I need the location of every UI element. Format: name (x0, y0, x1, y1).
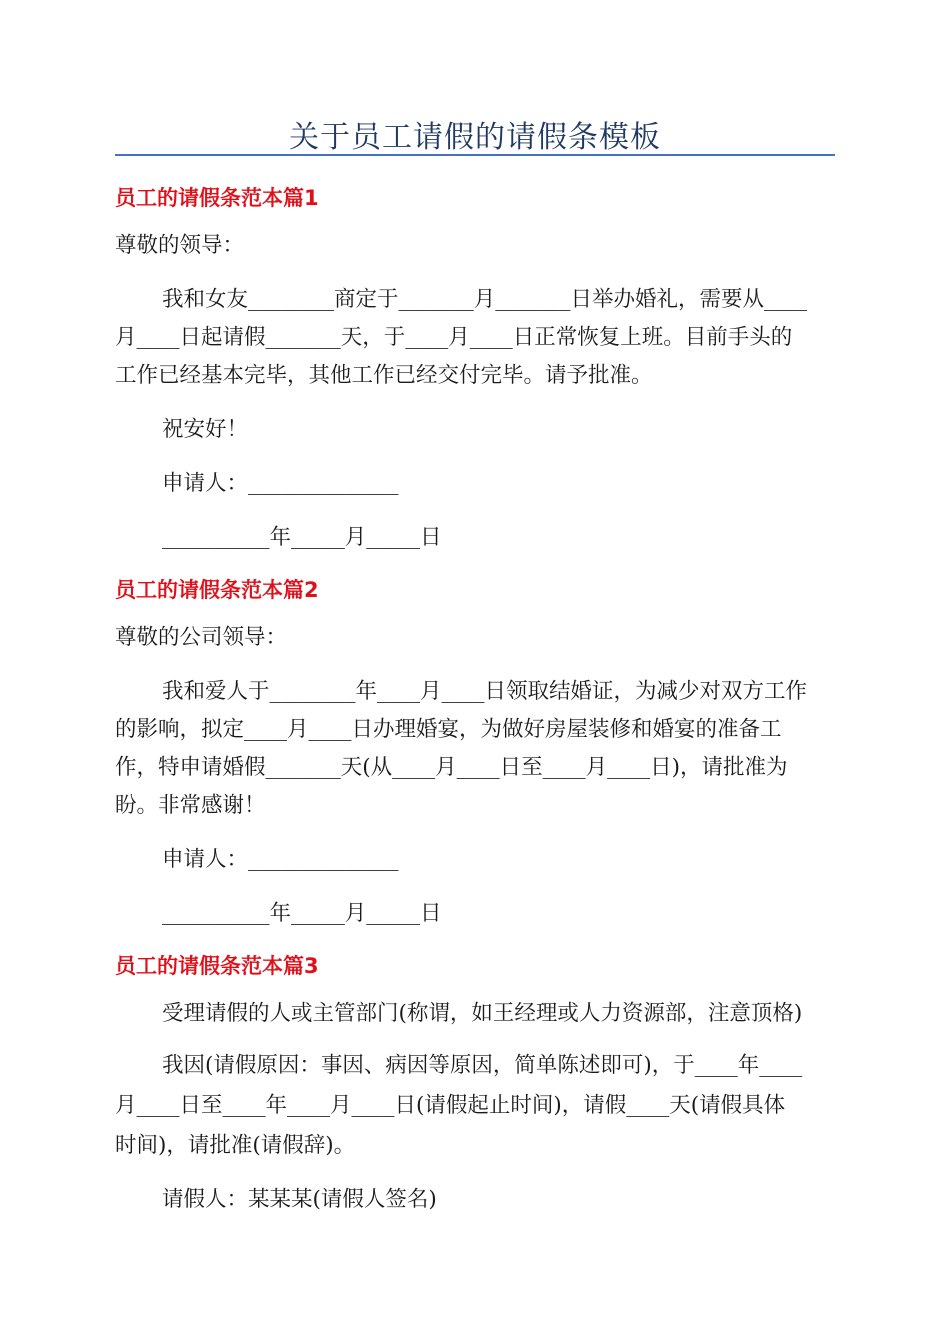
title-underline (115, 154, 835, 156)
section-1-salutation: 尊敬的领导： (115, 233, 245, 258)
document-title: 关于员工请假的请假条模板 (289, 120, 661, 155)
section-2-salutation: 尊敬的公司领导： (115, 625, 288, 650)
section-1-closing: 祝安好！ (162, 417, 249, 442)
section-1-body-line-1: 我和女友________商定于_______月_______日举办婚礼，需要从____ (162, 287, 808, 312)
section-3-addressee: 受理请假的人或主管部门(称谓，如王经理或人力资源部，注意顶格) (162, 1001, 803, 1026)
section-1-heading: 员工的请假条范本篇1 (115, 186, 319, 210)
section-3-body-line-3: 时间)，请批准(请假辞)。 (115, 1133, 356, 1158)
section-2-body-line-2: 的影响，拟定____月____日办理婚宴，为做好房屋装修和婚宴的准备工 (115, 717, 782, 742)
section-1-applicant: 申请人：______________ (162, 471, 399, 496)
section-3-signature: 请假人：某某某(请假人签名) (162, 1187, 437, 1212)
section-2-heading: 员工的请假条范本篇2 (115, 578, 319, 602)
section-2-body-line-4: 盼。非常感谢！ (115, 793, 266, 818)
section-2-body-line-3: 作，特申请婚假_______天(从____月____日至____月____日)，请批准为 (115, 755, 788, 780)
section-3-body-line-1: 我因(请假原因：事因、病因等原因，简单陈述即可)，于____年____ (162, 1053, 803, 1078)
section-3-body-line-2: 月____日至____年____月____日(请假起止时间)，请假____天(请假具体 (115, 1093, 786, 1118)
section-1-body-line-3: 工作已经基本完毕，其他工作已经交付完毕。请予批准。 (115, 363, 653, 388)
section-2-applicant: 申请人：______________ (162, 847, 399, 872)
section-1-date: __________年_____月_____日 (162, 525, 442, 550)
section-2-date: __________年_____月_____日 (162, 901, 442, 926)
section-3-heading: 员工的请假条范本篇3 (115, 954, 319, 978)
section-2-body-line-1: 我和爱人于________年____月____日领取结婚证，为减少对双方工作 (162, 679, 808, 704)
section-1-body-line-2: 月____日起请假_______天，于____月____日正常恢复上班。目前手头的 (115, 325, 793, 350)
